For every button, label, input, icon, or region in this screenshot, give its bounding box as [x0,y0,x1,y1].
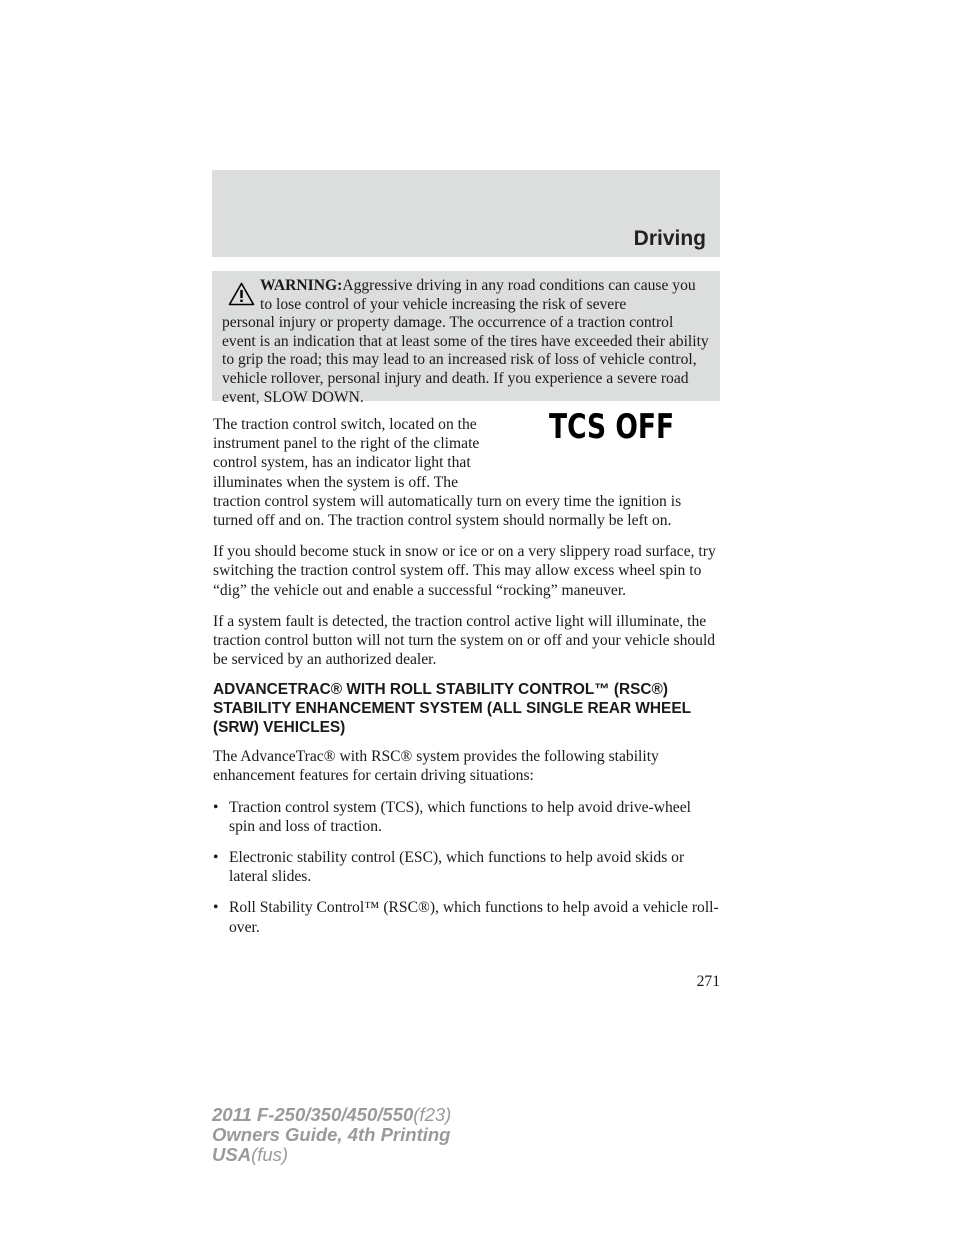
paragraph-system-fault: If a system fault is detected, the traction control active light will illuminate, the traction control button will not turn the system on or off and your vehicle should be serviced by an authorized dealer. [213,612,716,669]
tcs-off-symbol: TCS OFF [549,407,675,447]
paragraph-traction-switch: The traction control switch, located on the instrument panel to the right of the climate control system, has an indicator light that illuminates when the system is off. The traction control system will automatically turn on every time the ignition is turned off and on. The traction control system should normally be left on. [213,416,682,530]
page-number: 271 [696,973,720,990]
document-footer [212,1105,451,1165]
bullet-glyph: • [213,849,219,867]
footer-model: 2011 F-250/350/450/550 [212,1104,414,1125]
warning-lead: Aggressive driving in any road conditions can cause you to lose control of your vehicle increasing the risk of severe [260,277,696,313]
page-content [213,407,719,949]
feature-list [213,798,719,937]
footer-model-code: (f23) [413,1104,452,1125]
warning-lead-text [222,277,710,314]
bullet-glyph: • [213,899,219,917]
warning-body: personal injury or property damage. The occurrence of a traction control event is an indication that at least some of the tires have exceeded their ability to grip the road; this may lead to an increased risk of loss of vehicle control, vehicle rollover, personal injury and death. If you experience a severe road event, SLOW DOWN. [222,314,709,406]
section-header-band [212,170,720,257]
paragraph-stuck-in-snow: If you should become stuck in snow or ice or on a very slippery road surface, try switching the traction control system off. This may allow excess wheel spin to “dig” the vehicle out and enable a successful “rocking” maneuver. [213,543,716,599]
warning-box [212,271,720,406]
section-title: Driving [633,227,706,250]
advancetrac-heading: ADVANCETRAC® WITH ROLL STABILITY CONTROL™ (RSC®) STABILITY ENHANCEMENT SYSTEM (ALL SINGLE REAR WHEEL (SRW) VEHICLES) [213,681,691,736]
advancetrac-intro: The AdvanceTrac® with RSC® system provides the following stability enhancement features for certain driving situations: [213,748,659,785]
list-item: • Electronic stability control (ESC), which functions to help avoid skids or lateral slides. [213,849,685,886]
footer-guide: Owners Guide, 4th Printing [212,1124,451,1145]
tcs-off-indicator [483,407,719,475]
footer-region: USA [212,1144,252,1165]
warning-triangle-icon [228,282,255,306]
footer-region-code: (fus) [251,1144,289,1165]
bullet-glyph: • [213,798,219,816]
warning-label: WARNING: [260,277,343,294]
list-item: • Roll Stability Control™ (RSC®), which functions to help avoid a vehicle roll-over. [213,899,719,936]
list-item: • Traction control system (TCS), which functions to help avoid drive-wheel spin and loss of traction. [213,798,691,835]
